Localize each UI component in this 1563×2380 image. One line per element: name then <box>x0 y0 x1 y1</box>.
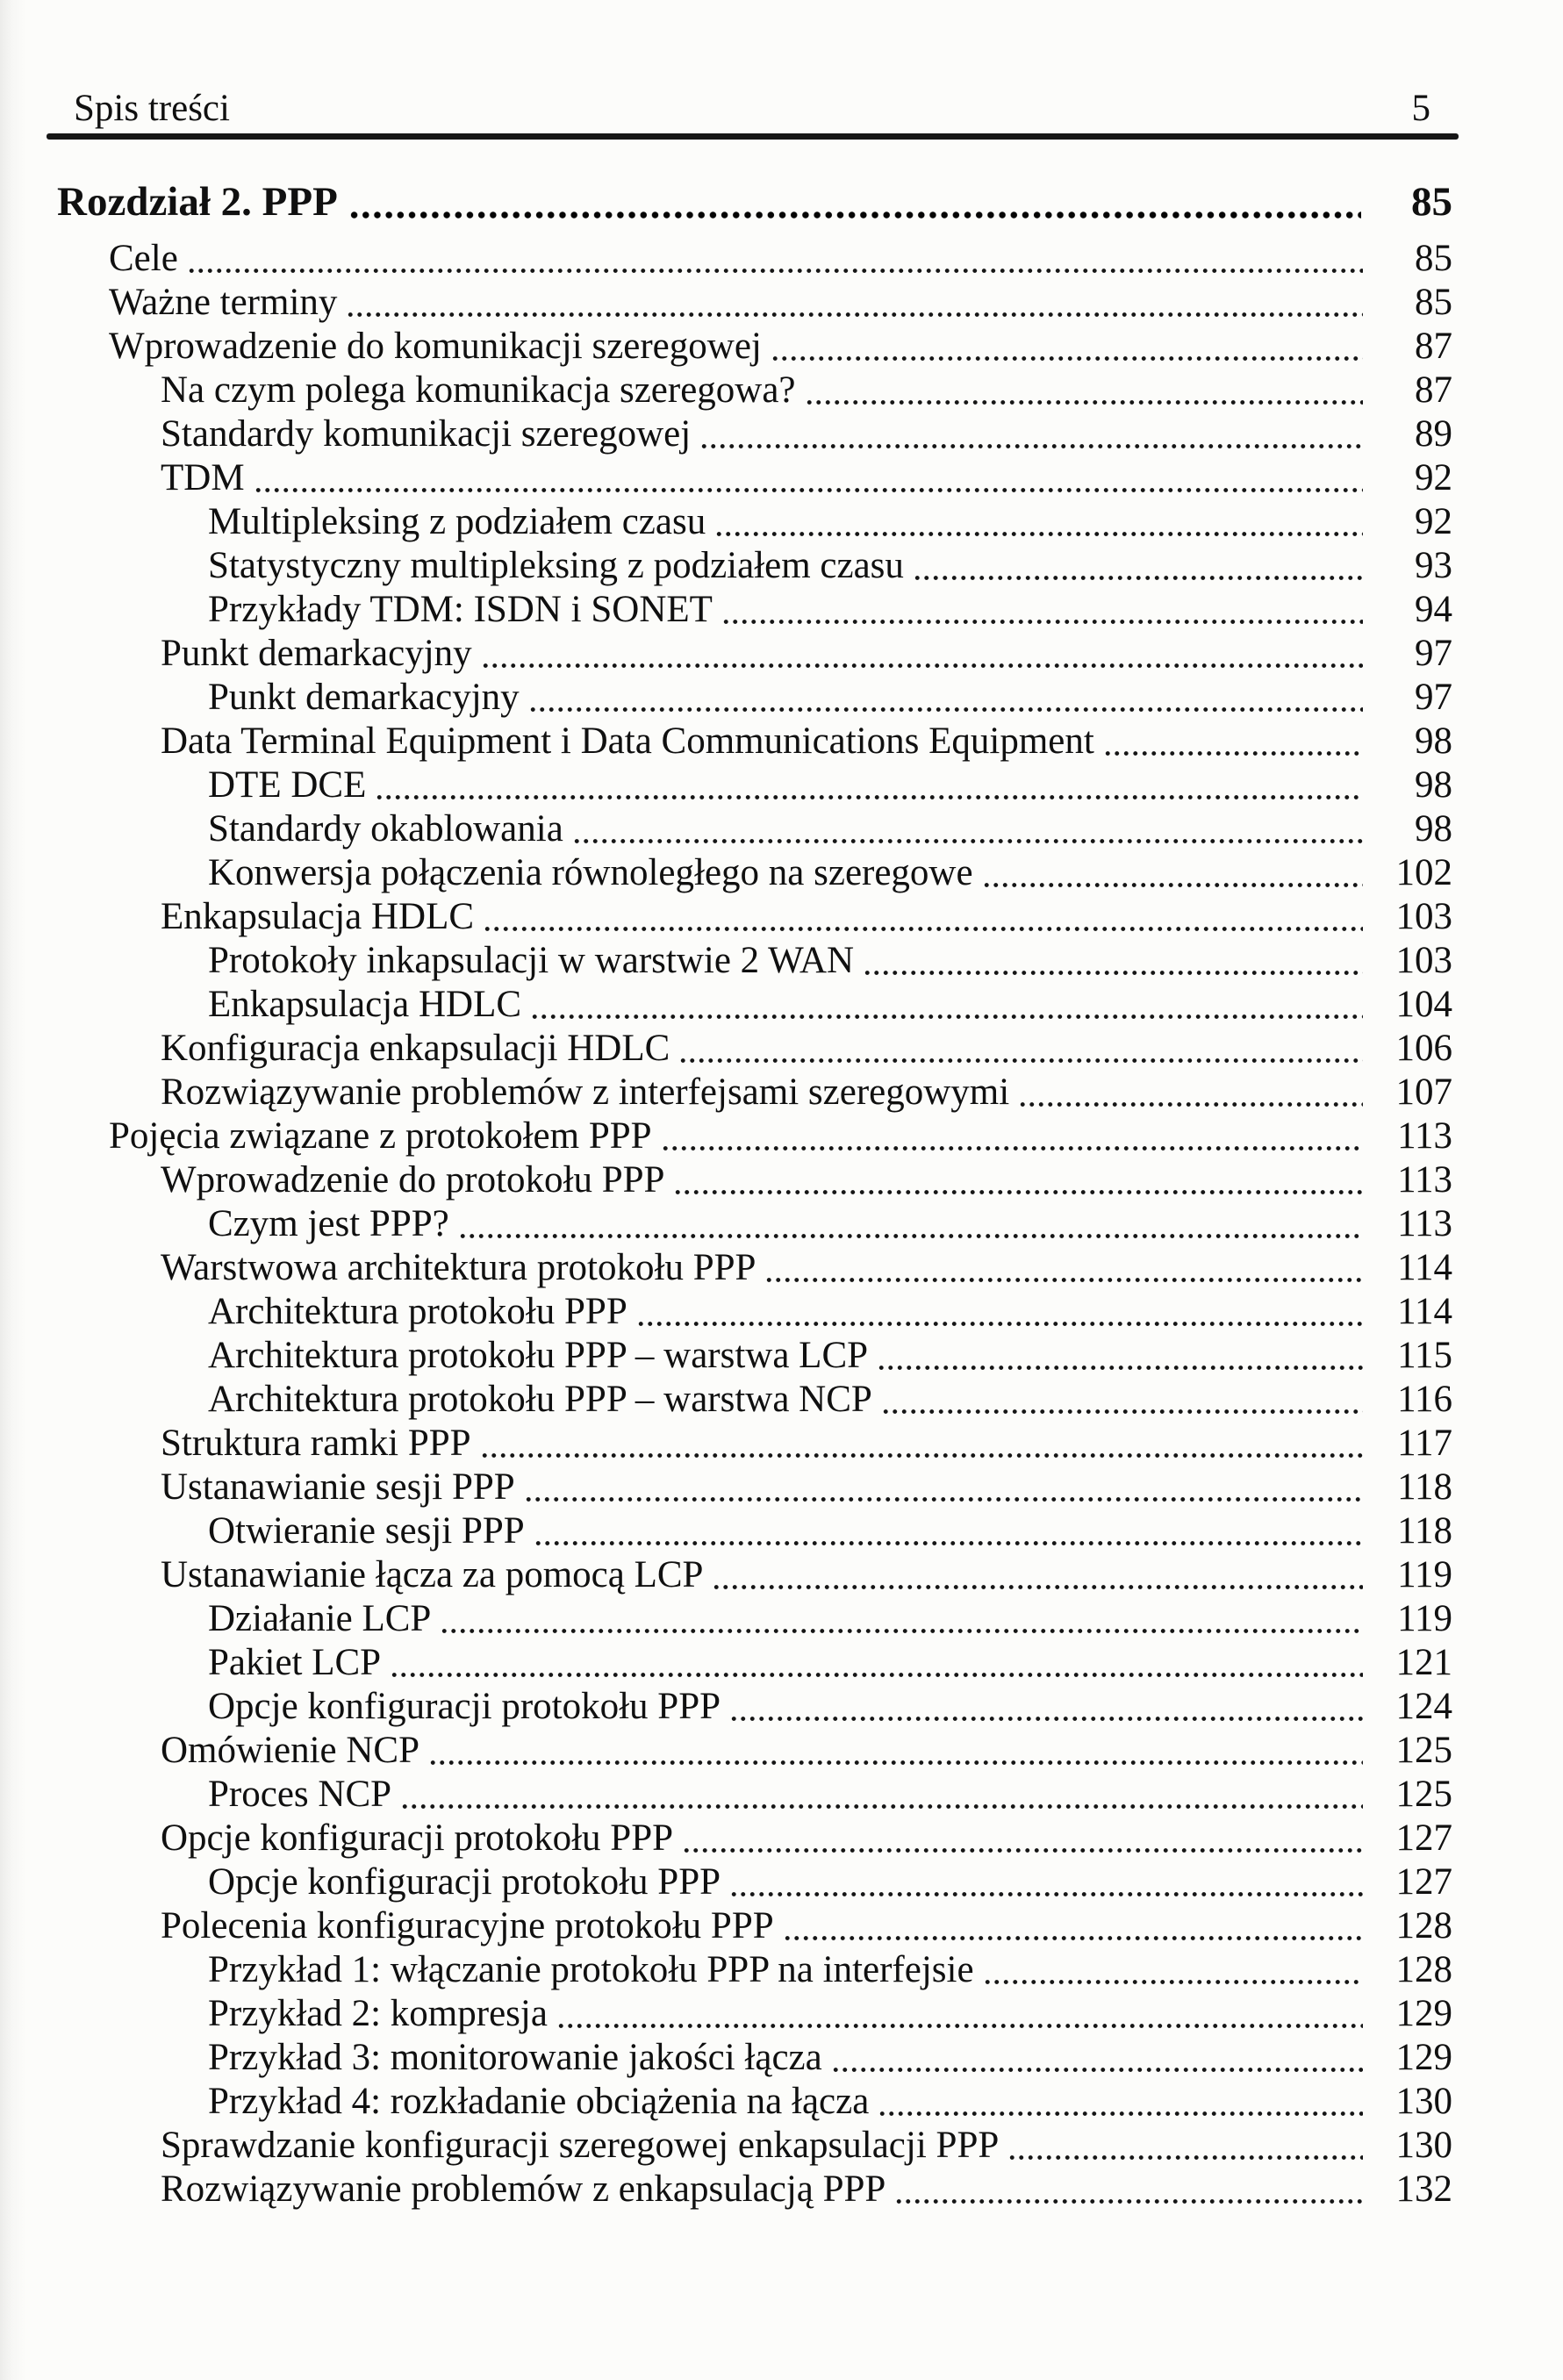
toc-entry-title: Przykład 1: włączanie protokołu PPP na interfejsie <box>208 1949 974 1990</box>
dot-leader <box>1101 720 1363 763</box>
toc-entry-title: Przykład 2: kompresja <box>208 1993 548 2034</box>
page-header <box>74 88 1430 130</box>
dot-leader <box>698 412 1363 456</box>
toc-entry-title: Konfiguracja enkapsulacji HDLC <box>161 1028 670 1069</box>
toc-entry <box>53 1553 1452 1597</box>
toc-entry-title: Omówienie NCP <box>161 1730 420 1771</box>
toc-entry-page-number: 104 <box>1395 984 1452 1025</box>
dot-leader <box>398 1773 1363 1817</box>
toc-entry <box>53 281 1452 325</box>
toc-entry-title: Otwieranie sesji PPP <box>208 1510 525 1552</box>
toc-entry-title: DTE DCE <box>208 764 367 806</box>
dot-leader <box>803 369 1363 412</box>
toc-entry <box>53 720 1452 763</box>
toc-entry-page-number: 114 <box>1397 1291 1452 1332</box>
toc-entry-page-number: 106 <box>1395 1028 1452 1069</box>
dot-leader <box>570 807 1363 851</box>
toc-entry <box>53 763 1452 807</box>
dot-leader <box>528 983 1363 1027</box>
toc-entry-page-number: 121 <box>1395 1642 1452 1683</box>
toc-entry-page-number: 116 <box>1397 1379 1452 1420</box>
toc-entry-page-number: 125 <box>1395 1730 1452 1771</box>
toc-entry <box>53 1729 1452 1773</box>
running-header-title: Spis treści <box>74 88 230 129</box>
dot-leader <box>555 1992 1363 2036</box>
dot-leader <box>829 2036 1363 2080</box>
toc-entry-page-number: 89 <box>1415 413 1452 455</box>
dot-leader <box>981 1948 1363 1992</box>
toc-entries <box>53 237 1452 2212</box>
toc-entry-page-number: 85 <box>1415 238 1452 279</box>
toc-entry-title: Architektura protokołu PPP – warstwa NCP <box>208 1379 872 1420</box>
toc-entry <box>53 1246 1452 1290</box>
toc-entry-title: Punkt demarkacyjny <box>208 677 520 718</box>
dot-leader <box>876 2080 1363 2124</box>
dot-leader <box>481 895 1363 939</box>
toc-entry-title: Wprowadzenie do komunikacji szeregowej <box>109 326 762 367</box>
toc-entry <box>53 1158 1452 1202</box>
dot-leader <box>1006 2124 1363 2168</box>
toc-entry <box>53 1202 1452 1246</box>
toc-entry-title: Rozwiązywanie problemów z enkapsulacją PPP <box>161 2169 886 2210</box>
toc-entry <box>53 1904 1452 1948</box>
toc-entry <box>53 1992 1452 2036</box>
toc-entry-page-number: 92 <box>1415 501 1452 542</box>
toc-entry-title: Data Terminal Equipment i Data Communications Equipment <box>161 720 1094 762</box>
dot-leader <box>980 851 1363 895</box>
dot-leader <box>185 237 1363 281</box>
toc-entry-title: Przykład 3: monitorowanie jakości łącza <box>208 2037 822 2078</box>
toc-entry-title: Multipleksing z podziałem czasu <box>208 501 706 542</box>
dot-leader <box>659 1115 1363 1158</box>
toc-entry <box>53 1378 1452 1422</box>
toc-entry-page-number: 103 <box>1395 940 1452 981</box>
toc-entry-page-number: 132 <box>1395 2169 1452 2210</box>
toc-entry-page-number: 87 <box>1415 326 1452 367</box>
toc-entry-page-number: 128 <box>1395 1905 1452 1946</box>
toc-entry <box>53 1027 1452 1071</box>
toc-entry-title: Polecenia konfiguracyjne protokołu PPP <box>161 1905 774 1946</box>
toc-entry-page-number: 128 <box>1395 1949 1452 1990</box>
toc-entry-title: Enkapsulacja HDLC <box>161 896 475 937</box>
dot-leader <box>479 632 1363 676</box>
header-rule <box>47 133 1459 140</box>
toc-entry <box>53 1466 1452 1509</box>
toc-entry-page-number: 103 <box>1395 896 1452 937</box>
toc-entry-page-number: 115 <box>1397 1335 1452 1376</box>
toc-entry-title: TDM <box>161 457 245 498</box>
toc-entry-title: Czym jest PPP? <box>208 1203 449 1244</box>
toc-entry-title: Ważne terminy <box>109 282 338 323</box>
toc-entry <box>53 369 1452 412</box>
table-of-contents <box>53 176 1452 2212</box>
toc-entry <box>53 500 1452 544</box>
toc-entry <box>53 1773 1452 1817</box>
dot-leader <box>478 1422 1363 1466</box>
toc-entry-page-number: 127 <box>1395 1861 1452 1903</box>
toc-entry <box>53 1290 1452 1334</box>
toc-entry <box>53 983 1452 1027</box>
toc-entry-title: Przykład 4: rozkładanie obciążenia na łącza <box>208 2081 870 2122</box>
toc-entry <box>53 1071 1452 1115</box>
toc-entry-title: Architektura protokołu PPP – warstwa LCP <box>208 1335 869 1376</box>
toc-entry-title: Enkapsulacja HDLC <box>208 984 522 1025</box>
dot-leader <box>680 1817 1363 1860</box>
toc-entry-page-number: 124 <box>1395 1686 1452 1727</box>
dot-leader <box>635 1290 1363 1334</box>
toc-entry-title: Wprowadzenie do protokołu PPP <box>161 1159 665 1201</box>
toc-entry <box>53 1115 1452 1158</box>
toc-entry-page-number: 129 <box>1395 1993 1452 2034</box>
toc-entry-title: Standardy komunikacji szeregowej <box>161 413 692 455</box>
dot-leader <box>1016 1071 1363 1115</box>
toc-entry-title: Ustanawianie sesji PPP <box>161 1466 515 1508</box>
dot-leader <box>388 1641 1363 1685</box>
dot-leader <box>347 176 1361 228</box>
toc-entry <box>53 676 1452 720</box>
toc-entry <box>53 1509 1452 1553</box>
toc-entry <box>53 456 1452 500</box>
dot-leader <box>875 1334 1363 1378</box>
toc-entry <box>53 1641 1452 1685</box>
toc-entry-title: Opcje konfiguracji protokołu PPP <box>208 1686 721 1727</box>
toc-entry-title: Opcje konfiguracji protokołu PPP <box>161 1817 674 1859</box>
toc-entry-title: Na czym polega komunikacja szeregowa? <box>161 369 796 411</box>
toc-entry <box>53 1817 1452 1860</box>
dot-leader <box>373 763 1363 807</box>
toc-entry-page-number: 113 <box>1397 1159 1452 1201</box>
toc-entry <box>53 1334 1452 1378</box>
toc-entry-title: Przykłady TDM: ISDN i SONET <box>208 589 713 630</box>
dot-leader <box>728 1860 1363 1904</box>
toc-entry-page-number: 113 <box>1397 1115 1452 1157</box>
chapter-heading-row <box>53 176 1452 228</box>
dot-leader <box>911 544 1363 588</box>
toc-entry <box>53 1685 1452 1729</box>
dot-leader <box>713 500 1363 544</box>
toc-entry-page-number: 98 <box>1415 808 1452 849</box>
dot-leader <box>879 1378 1363 1422</box>
toc-entry-page-number: 87 <box>1415 369 1452 411</box>
dot-leader <box>252 456 1363 500</box>
toc-entry-page-number: 130 <box>1395 2125 1452 2166</box>
toc-entry-title: Proces NCP <box>208 1774 392 1815</box>
toc-entry <box>53 237 1452 281</box>
toc-entry-page-number: 107 <box>1395 1072 1452 1113</box>
toc-entry-title: Architektura protokołu PPP <box>208 1291 627 1332</box>
toc-entry <box>53 1860 1452 1904</box>
toc-entry-page-number: 130 <box>1395 2081 1452 2122</box>
toc-entry <box>53 851 1452 895</box>
dot-leader <box>710 1553 1363 1597</box>
toc-entry-page-number: 119 <box>1397 1554 1452 1595</box>
toc-entry <box>53 1422 1452 1466</box>
dot-leader <box>677 1027 1363 1071</box>
toc-entry-page-number: 92 <box>1415 457 1452 498</box>
toc-entry-page-number: 98 <box>1415 720 1452 762</box>
toc-entry <box>53 2168 1452 2212</box>
toc-entry-page-number: 114 <box>1397 1247 1452 1288</box>
toc-entry <box>53 412 1452 456</box>
dot-leader <box>769 325 1363 369</box>
toc-entry <box>53 2036 1452 2080</box>
dot-leader <box>532 1509 1363 1553</box>
toc-entry-title: Cele <box>109 238 178 279</box>
toc-entry-title: Sprawdzanie konfiguracji szeregowej enkapsulacji PPP <box>161 2125 1000 2166</box>
toc-entry <box>53 1597 1452 1641</box>
toc-entry <box>53 632 1452 676</box>
toc-entry-title: Statystyczny multipleksing z podziałem czasu <box>208 545 904 586</box>
toc-entry-title: Struktura ramki PPP <box>161 1423 471 1464</box>
toc-entry-page-number: 113 <box>1397 1203 1452 1244</box>
dot-leader <box>781 1904 1363 1948</box>
toc-entry-title: Standardy okablowania <box>208 808 563 849</box>
toc-entry <box>53 939 1452 983</box>
toc-entry <box>53 895 1452 939</box>
toc-entry <box>53 2124 1452 2168</box>
toc-entry <box>53 2080 1452 2124</box>
toc-entry-page-number: 93 <box>1415 545 1452 586</box>
toc-entry <box>53 544 1452 588</box>
toc-entry-title: Działanie LCP <box>208 1598 432 1639</box>
toc-entry-page-number: 127 <box>1395 1817 1452 1859</box>
running-header-page-number: 5 <box>1411 88 1430 129</box>
toc-entry-page-number: 118 <box>1397 1466 1452 1508</box>
dot-leader <box>728 1685 1363 1729</box>
toc-entry-title: Konwersja połączenia równoległego na szeregowe <box>208 852 973 893</box>
dot-leader <box>671 1158 1363 1202</box>
toc-entry-title: Warstwowa architektura protokołu PPP <box>161 1247 756 1288</box>
dot-leader <box>893 2168 1363 2212</box>
toc-entry-page-number: 97 <box>1415 633 1452 674</box>
toc-entry <box>53 807 1452 851</box>
chapter-page-number: 85 <box>1411 179 1452 225</box>
toc-entry-page-number: 117 <box>1397 1423 1452 1464</box>
dot-leader <box>522 1466 1363 1509</box>
toc-entry-page-number: 97 <box>1415 677 1452 718</box>
dot-leader <box>344 281 1363 325</box>
toc-entry <box>53 325 1452 369</box>
toc-entry-title: Protokoły inkapsulacji w warstwie 2 WAN <box>208 940 855 981</box>
toc-entry-page-number: 125 <box>1395 1774 1452 1815</box>
toc-entry-page-number: 85 <box>1415 282 1452 323</box>
toc-entry-page-number: 119 <box>1397 1598 1452 1639</box>
toc-entry-page-number: 102 <box>1395 852 1452 893</box>
toc-entry <box>53 1948 1452 1992</box>
dot-leader <box>861 939 1363 983</box>
toc-entry-page-number: 118 <box>1397 1510 1452 1552</box>
chapter-title: Rozdział 2. PPP <box>57 179 338 225</box>
toc-entry-title: Pakiet LCP <box>208 1642 382 1683</box>
dot-leader <box>456 1202 1363 1246</box>
dot-leader <box>438 1597 1363 1641</box>
dot-leader <box>527 676 1363 720</box>
toc-entry-page-number: 98 <box>1415 764 1452 806</box>
toc-entry-title: Rozwiązywanie problemów z interfejsami szeregowymi <box>161 1072 1010 1113</box>
toc-entry-page-number: 129 <box>1395 2037 1452 2078</box>
toc-entry-title: Opcje konfiguracji protokołu PPP <box>208 1861 721 1903</box>
dot-leader <box>763 1246 1363 1290</box>
toc-entry <box>53 588 1452 632</box>
toc-entry-title: Pojęcia związane z protokołem PPP <box>109 1115 652 1157</box>
toc-entry-title: Punkt demarkacyjny <box>161 633 472 674</box>
toc-entry-title: Ustanawianie łącza za pomocą LCP <box>161 1554 704 1595</box>
dot-leader <box>427 1729 1363 1773</box>
toc-entry-page-number: 94 <box>1415 589 1452 630</box>
dot-leader <box>720 588 1363 632</box>
